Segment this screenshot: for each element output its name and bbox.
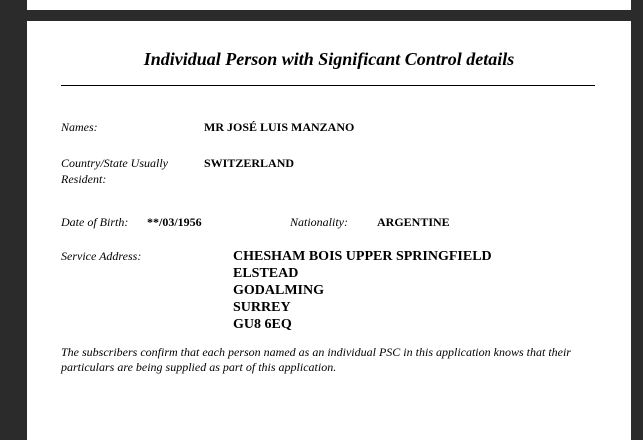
page-title: Individual Person with Significant Control details	[143, 49, 515, 69]
dob-label: Date of Birth:	[61, 215, 129, 229]
nationality-value: ARGENTINE	[377, 215, 450, 229]
country-label	[61, 155, 168, 187]
address-line: CHESHAM BOIS UPPER SPRINGFIELD	[233, 249, 492, 264]
names-label: Names:	[61, 120, 98, 134]
names-value: MR JOSÉ LUIS MANZANO	[204, 120, 355, 134]
service-address	[233, 248, 492, 333]
country-label-line2: Resident:	[61, 172, 107, 186]
service-address-label: Service Address:	[61, 249, 142, 263]
country-label-line1: Country/State Usually	[61, 156, 168, 170]
address-line: SURREY	[233, 300, 291, 315]
nationality-label: Nationality:	[290, 215, 348, 229]
note-line2: particulars are being supplied as part of this application.	[61, 360, 337, 374]
country-value: SWITZERLAND	[204, 156, 295, 170]
address-line: GU8 6EQ	[233, 317, 292, 332]
address-line: ELSTEAD	[233, 266, 299, 281]
subscriber-confirmation-note	[61, 345, 601, 375]
document-page	[27, 21, 631, 440]
dob-value: **/03/1956	[147, 215, 202, 229]
note-line1: The subscribers confirm that each person named as an individual PSC in this application knows that their	[61, 345, 571, 359]
address-line: GODALMING	[233, 283, 324, 298]
title-divider	[61, 85, 595, 86]
previous-page-edge	[27, 0, 631, 10]
